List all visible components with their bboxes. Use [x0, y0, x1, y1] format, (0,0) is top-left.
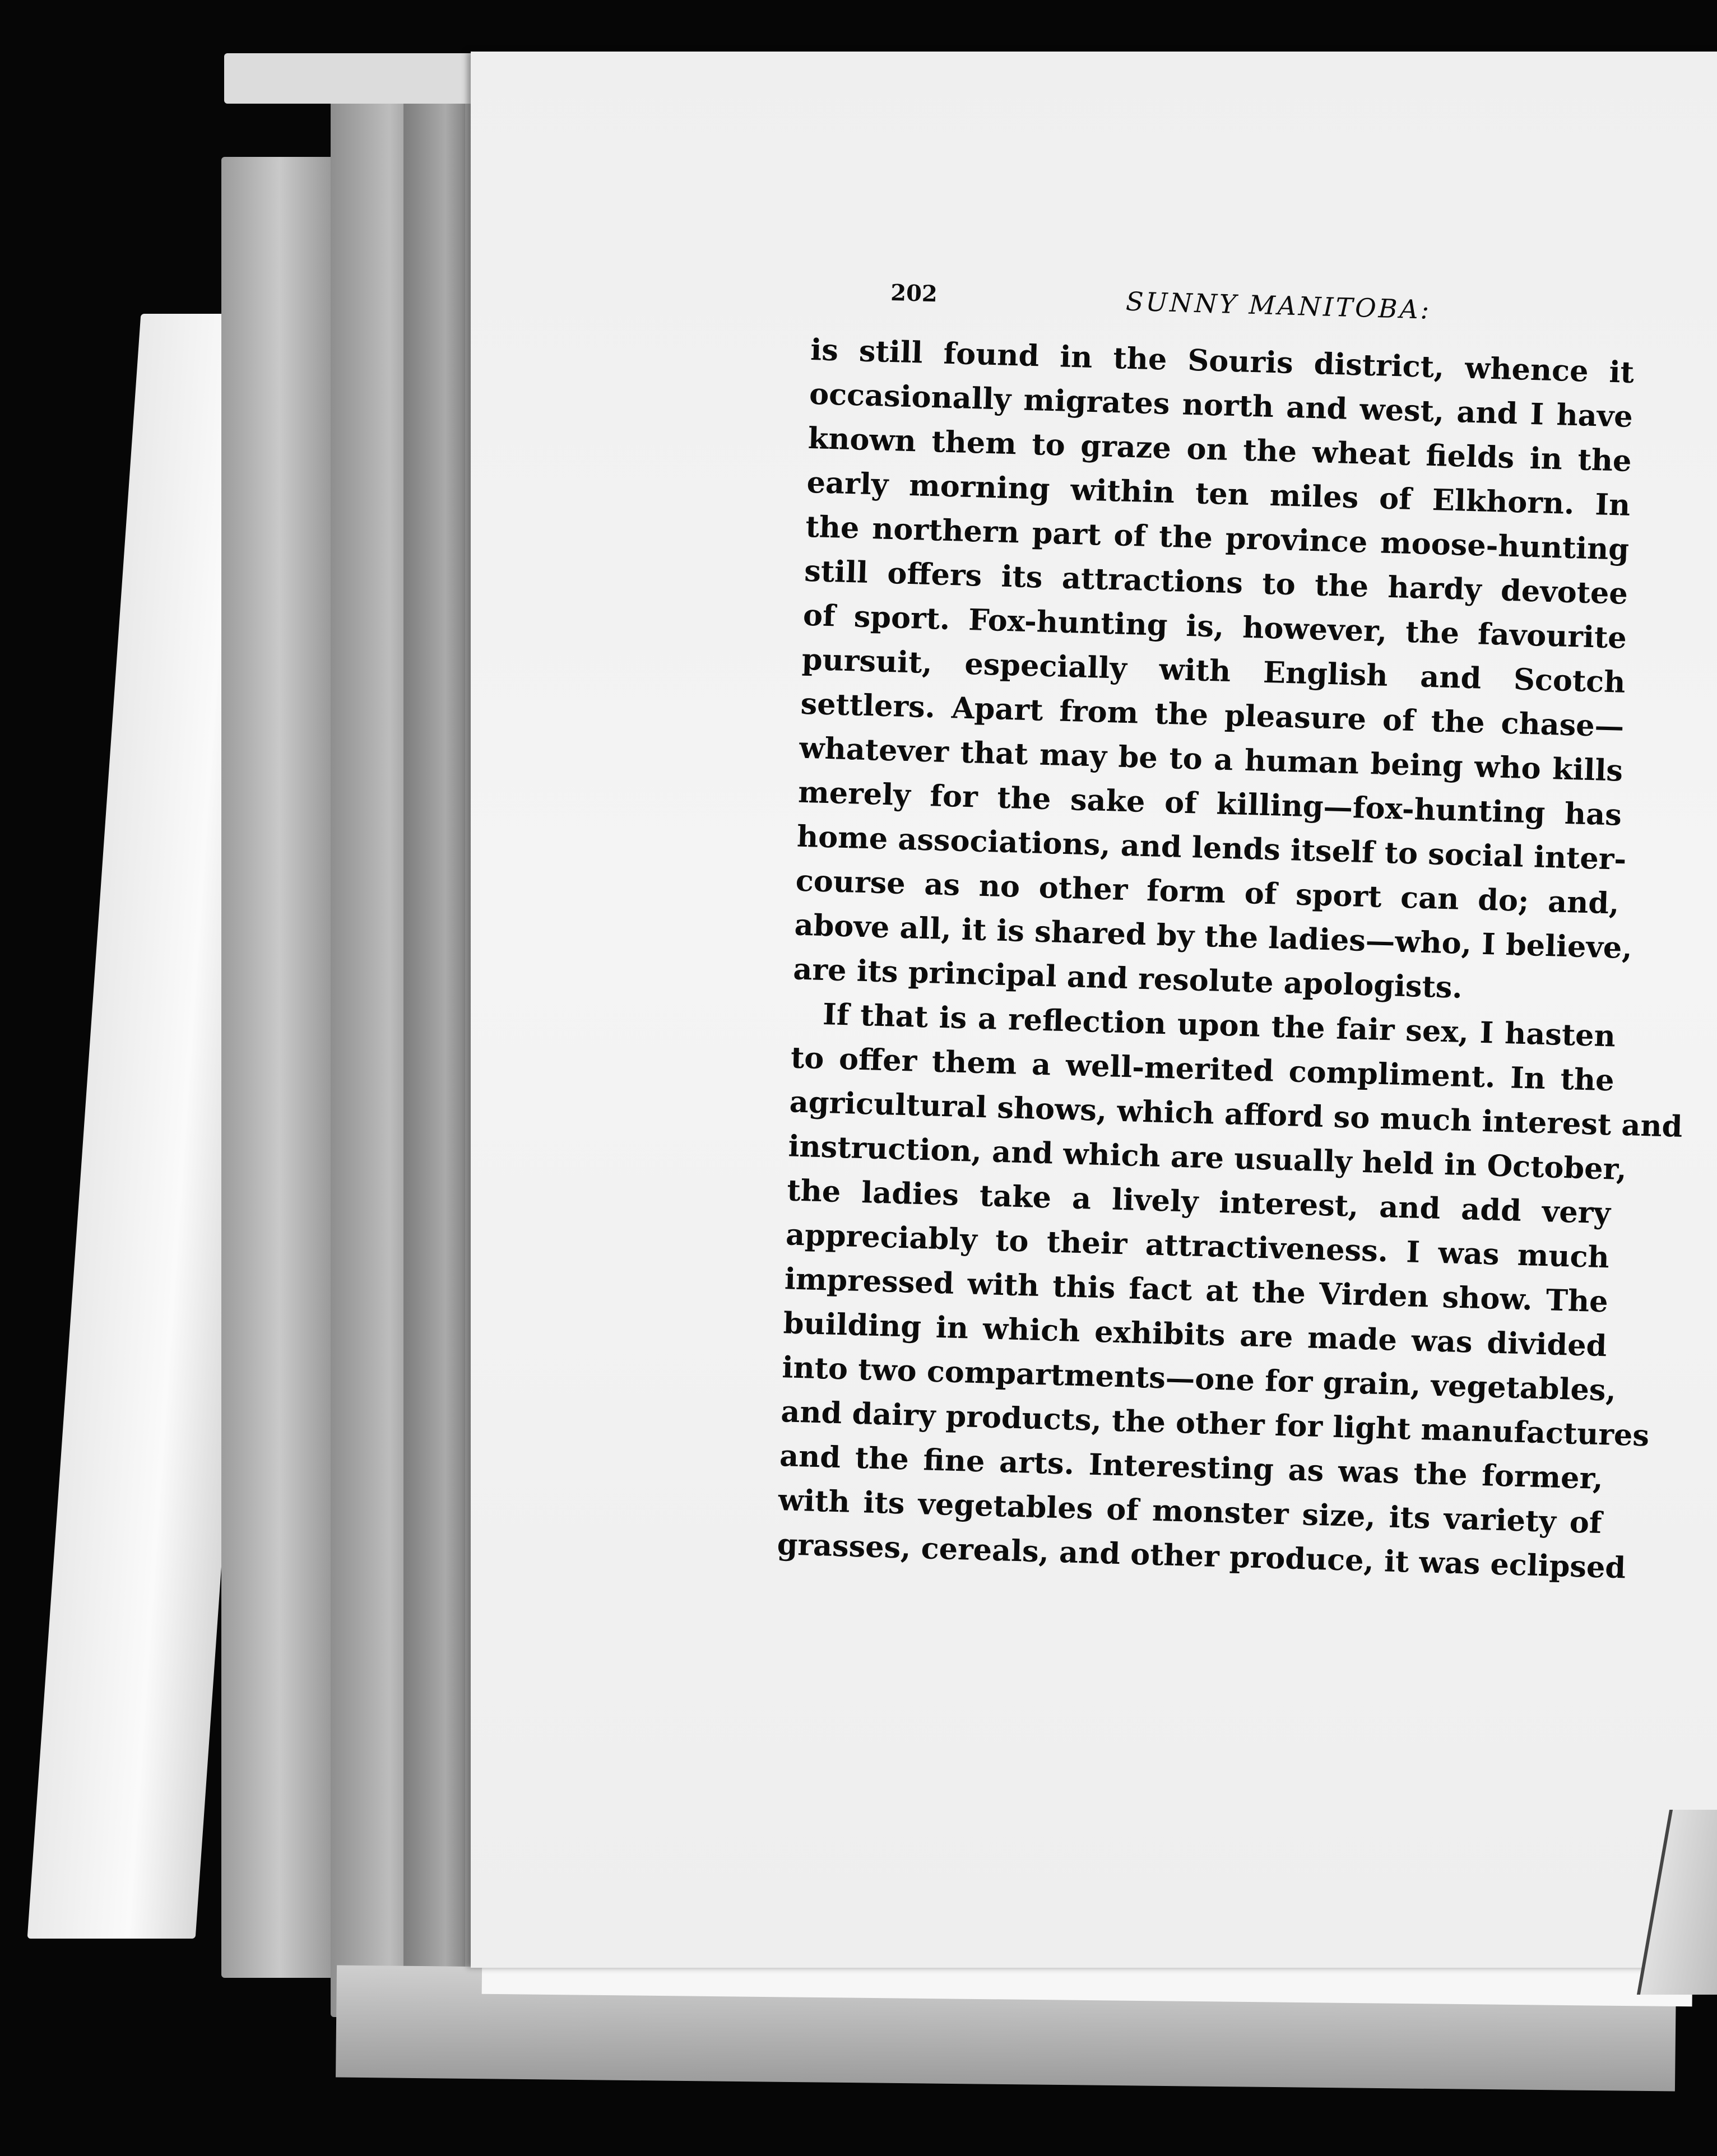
text-line: is still found in the Souris district, whence it — [810, 332, 1635, 390]
text-line: impressed with this fact at the Virden show. The — [784, 1262, 1609, 1319]
text-line: settlers. Apart from the pleasure of the chase— — [800, 686, 1625, 744]
text-line: known them to graze on the wheat fields in the — [808, 421, 1632, 478]
page-text — [776, 277, 1683, 1590]
text-line: building in which exhibits are made was divided — [783, 1306, 1608, 1364]
text-line: grasses, cereals, and other produce, it was eclipsed — [776, 1527, 1626, 1586]
text-line: early morning within ten miles of Elkhorn. In — [806, 465, 1631, 523]
text-line: the ladies take a lively interest, and add very — [786, 1173, 1611, 1231]
text-line: and the fine arts. Interesting as was the former, — [779, 1439, 1604, 1497]
text-line: are its principal and resolute apologists. — [792, 952, 1463, 1005]
text-line: and dairy products, the other for light manufactures — [780, 1395, 1650, 1453]
text-line: the northern part of the province moose-hunting — [805, 509, 1630, 567]
text-line: still offers its attractions to the hardy devotee — [804, 554, 1628, 611]
text-line: course as no other form of sport can do; and, — [795, 863, 1620, 921]
text-line: appreciably to their attractiveness. I was much — [785, 1218, 1610, 1275]
text-line: into two compartments—one for grain, vegetables, — [781, 1350, 1617, 1408]
text-line: whatever that may be to a human being who kills — [799, 731, 1623, 788]
text-line: agricultural shows, which afford so much interest and — [789, 1085, 1683, 1144]
paragraph-2 — [776, 992, 1683, 1590]
text-line: merely for the sake of killing—fox-hunting has — [797, 775, 1622, 833]
text-line: pursuit, especially with English and Scotch — [801, 642, 1626, 700]
page-number: 202 — [890, 279, 938, 308]
text-line: home associations, and lends itself to social inter- — [796, 819, 1627, 877]
text-line: of sport. Fox-hunting is, however, the favourite — [802, 598, 1627, 656]
text-line: above all, it is shared by the ladies—who, I believe, — [793, 908, 1633, 966]
text-line: with its vegetables of monster size, its variety of — [778, 1483, 1603, 1541]
running-title: SUNNY MANITOBA: — [1125, 286, 1432, 325]
text-line: to offer them a well-merited compliment. In the — [790, 1040, 1615, 1098]
paragraph-1 — [792, 328, 1635, 1015]
text-line: occasionally migrates north and west, and I have — [809, 377, 1634, 434]
text-line: instruction, and which are usually held in October, — [787, 1129, 1627, 1187]
text-line: If that is a reflection upon the fair sex, I hasten — [822, 997, 1616, 1054]
